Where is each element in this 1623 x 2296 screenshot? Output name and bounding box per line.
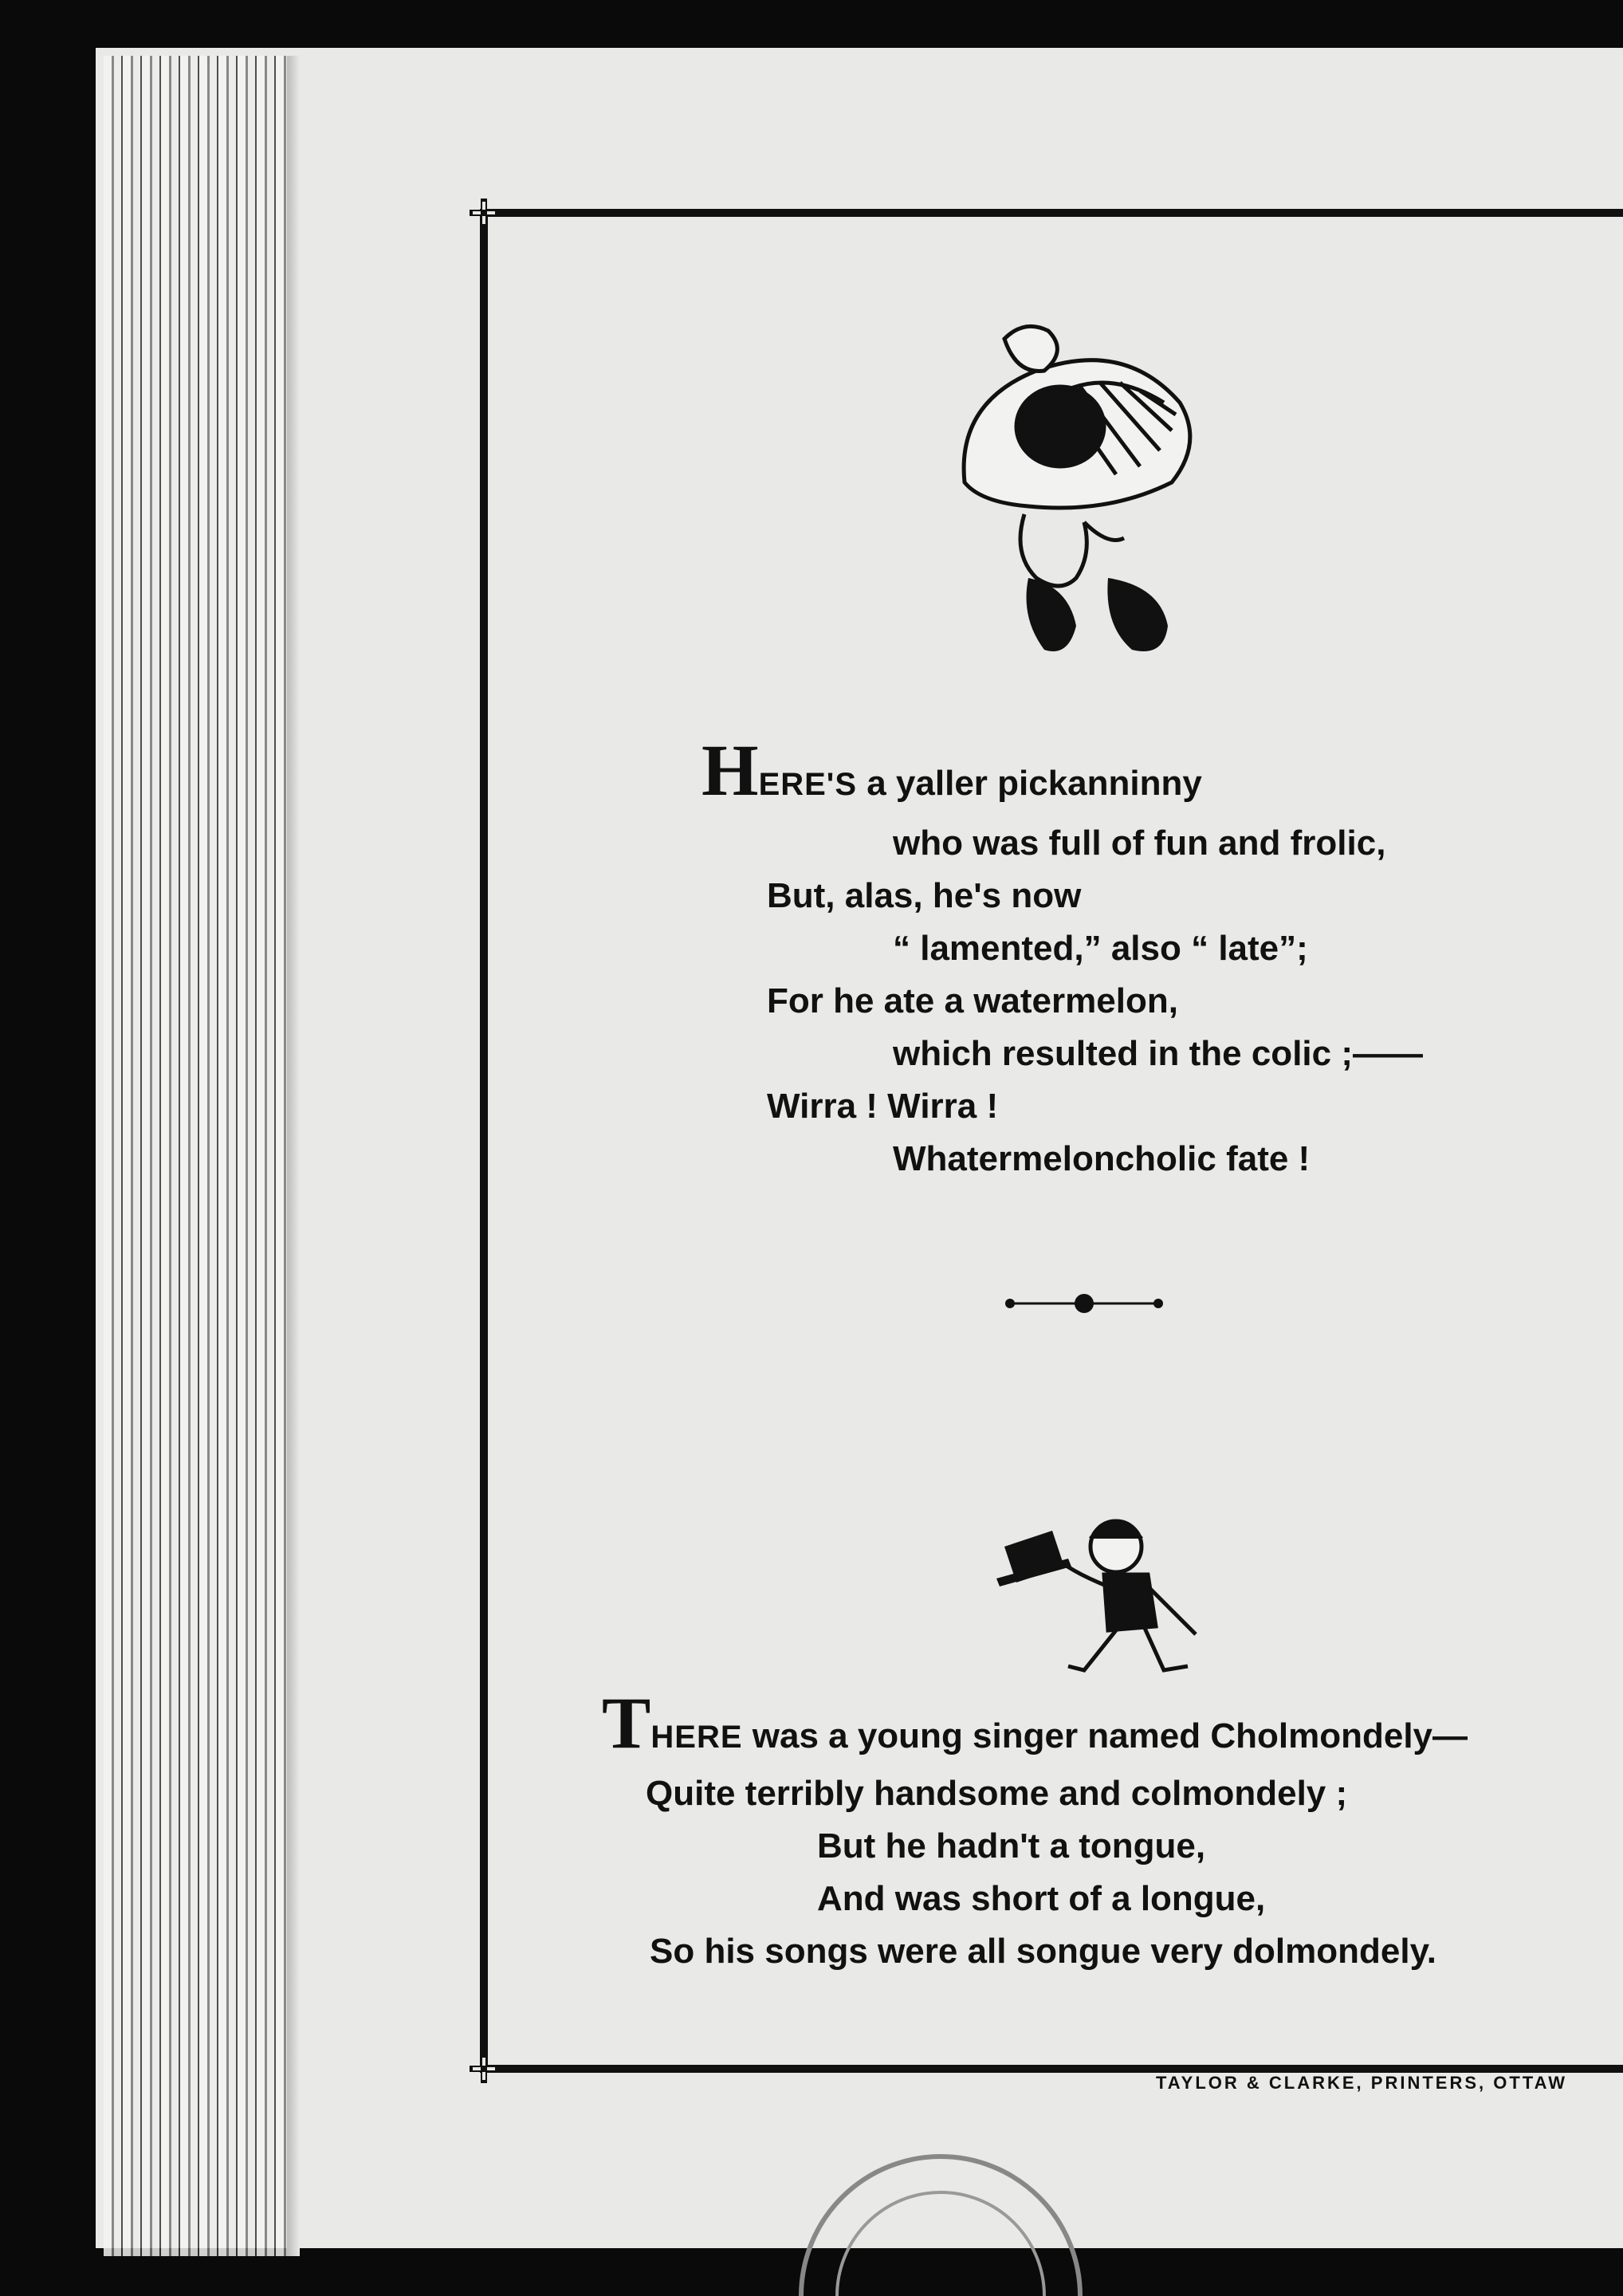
- corner-cross-ornament: [468, 197, 500, 229]
- poem-line-text: was a young singer named Cholmondely—: [752, 1716, 1468, 1755]
- dancing-boy-illustration: [988, 1499, 1244, 1690]
- poem-line: Quite terribly handsome and colmondely ;: [646, 1774, 1348, 1813]
- poem-line: Wirra ! Wirra !: [767, 1087, 999, 1126]
- poem-line-text: a yaller pickanninny: [867, 764, 1202, 803]
- poem-line: So his songs were all songue very dolmondely.: [650, 1932, 1436, 1971]
- poem-line: Whatermeloncholic fate !: [893, 1139, 1311, 1178]
- small-caps-word: HERE: [650, 1720, 743, 1755]
- poem-line: who was full of fun and frolic,: [893, 824, 1386, 863]
- poem-line: [701, 729, 1202, 811]
- poem-line: [602, 1682, 1468, 1763]
- poem-line: “ lamented,” also “ late”;: [893, 929, 1308, 968]
- border-rule-left: [480, 209, 488, 2073]
- child-illustration: [949, 315, 1228, 666]
- poem-line: And was short of a longue,: [817, 1879, 1266, 1918]
- poem-line: But he hadn't a tongue,: [817, 1826, 1206, 1866]
- small-caps-word: ERE'S: [758, 767, 857, 802]
- page-gutter-shadow: [287, 56, 300, 2256]
- divider-ornament: [1000, 1288, 1168, 1319]
- border-rule-bottom: [486, 2065, 1623, 2073]
- printer-imprint: TAYLOR & CLARKE, PRINTERS, OTTAW: [1156, 2073, 1568, 2093]
- poem-line: But, alas, he's now: [767, 876, 1082, 915]
- drop-cap: H: [701, 729, 759, 811]
- page-edges: [104, 56, 295, 2256]
- drop-cap: T: [602, 1682, 651, 1763]
- border-rule-top: [486, 209, 1623, 217]
- library-stamp: [777, 2113, 1104, 2296]
- poem-line: For he ate a watermelon,: [767, 981, 1178, 1020]
- poem-line: which resulted in the colic ;——: [893, 1034, 1423, 1073]
- corner-cross-ornament: [468, 2053, 500, 2085]
